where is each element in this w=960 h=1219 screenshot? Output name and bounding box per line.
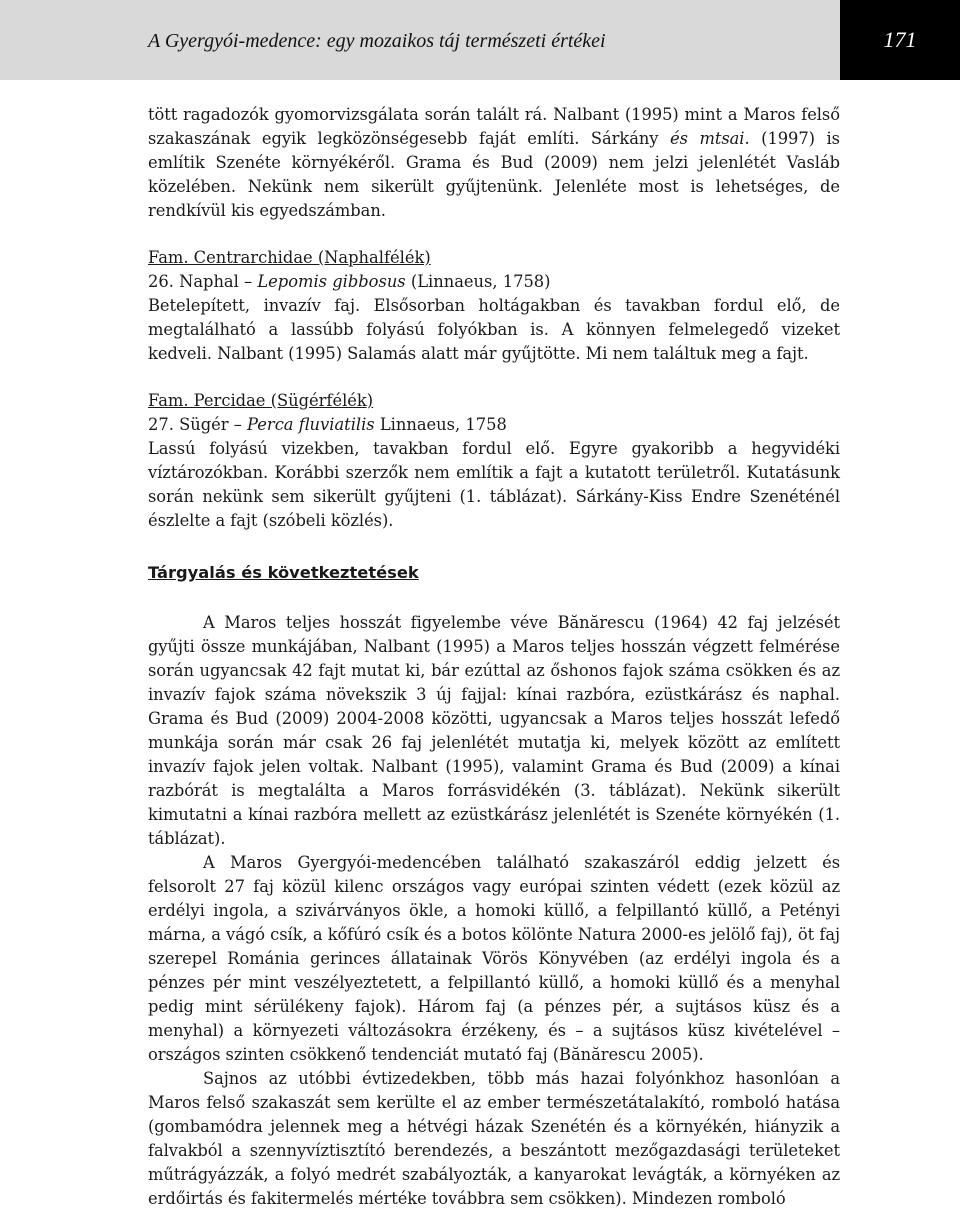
discussion-paragraph-3: Sajnos az utóbbi évtizedekben, több más hazai folyónkhoz hasonlóan a Maros felső szakaszát sem kerülte el az ember természetátalakító, romboló hatása (gombamódra jelennek meg a hétvégi házak Szenétén és a környékén, hiányzik a falvakból a szennyvíztisztító berendezés, a beszántott mezőgazdasági területeket műtrágyázzák, a folyó medrét szabályozták, a kanyarokat levágták, a környéken az erdőirtás és fakitermelés mértéke továbbra sem csökken). Mindezen romboló <box>148 1069 840 1208</box>
family-heading-percidae: Fam. Percidae (Sügérfélék) <box>148 391 374 410</box>
text-run: 26. Naphal – <box>148 272 258 291</box>
species-description-26: Betelepített, invazív faj. Elsősorban holtágakban és tavakban fordul elő, de megtalálható a lassúbb folyású folyókban is. A könnyen felmelegedő vizeket kedveli. Nalbant (1995) Salamás alatt már gyűjtötte. Mi nem találtuk meg a fajt. <box>148 296 840 363</box>
scientific-name: Perca fluviatilis <box>247 415 375 434</box>
species-heading-26 <box>148 270 840 294</box>
text-run: Linnaeus, 1758 <box>374 415 507 434</box>
discussion-paragraph-2: A Maros Gyergyói-medencében található szakaszáról eddig jelzett és felsorolt 27 faj közül kilenc országos vagy európai szinten védett (ezek közül az erdélyi ingola, a szivárványos ökle, a homoki küllő, a felpillantó küllő, a Petényi márna, a vágó csík, a kőfúró csík és a botos kölönte Natura 2000-es jelölő faj), öt faj szerepel Románia gerinces állatainak Vörös Könyvében (az erdélyi ingola és a pénzes pér mint veszélyeztetett, a felpillantó küllő, a homoki küllő és a menyhal pedig mint sérülékeny fajok). Három faj (a pénzes pér, a sujtásos küsz és a menyhal) a környezeti változásokra érzékeny, és – a sujtásos küsz kivételével – országos szinten csökkenő tendenciát mutató faj (Bănărescu 2005). <box>148 853 840 1064</box>
text-run-italic: és mtsai. <box>670 129 750 148</box>
page-number: 171 <box>840 0 960 80</box>
text-run: tött ragadozók gyomorvizsgálata során talált rá. Nalbant (1995) mint a Maros felső szakaszának egyik legközönségesebb faját említi. Sárkány <box>148 105 840 148</box>
running-header-bar <box>0 0 840 80</box>
family-heading-centrarchidae: Fam. Centrarchidae (Naphalfélék) <box>148 248 431 267</box>
species-description-27: Lassú folyású vizekben, tavakban fordul elő. Egyre gyakoribb a hegyvidéki víztározókban. Korábbi szerzők nem említik a fajt a kutatott területről. Kutatásunk során nekünk sem sikerült gyűjteni (1. táblázat). Sárkány-Kiss Endre Szenéténél észlelte a fajt (szóbeli közlés). <box>148 439 840 530</box>
text-run: (Linnaeus, 1758) <box>405 272 551 291</box>
species-heading-27 <box>148 413 840 437</box>
section-heading: Tárgyalás és következtetések <box>148 563 419 582</box>
spacer <box>148 366 840 389</box>
paragraph-continuation <box>148 103 840 223</box>
page-body <box>148 103 840 1211</box>
discussion-paragraph-1: A Maros teljes hosszát figyelembe véve Bănărescu (1964) 42 faj jelzését gyűjti össze munkájában, Nalbant (1995) a Maros teljes hosszán végzett felmérése során ugyancsak 42 fajt mutat ki, bár ezúttal az őshonos fajok száma csökken és az invazív fajok száma növekszik 3 új fajjal: kínai razbóra, ezüstkárász és naphal. Grama és Bud (2009) 2004-2008 közötti, ugyancsak a Maros teljes hosszát lefedő munkája során már csak 26 faj jelenlétét mutatja ki, melyek között az említett invazív fajok jelen voltak. Nalbant (1995), valamint Grama és Bud (2009) a kínai razbórát is megtalálta a Maros forrásvidékén (3. táblázat). Nekünk sikerült kimutatni a kínai razbóra mellett az ezüstkárász jelenlétét is Szenéte környékén (1. táblázat). <box>148 613 840 848</box>
spacer <box>148 585 840 611</box>
spacer <box>148 223 840 246</box>
spacer <box>148 533 840 561</box>
running-title: A Gyergyói-medence: egy mozaikos táj természeti értékei <box>148 30 606 52</box>
text-run: 27. Sügér – <box>148 415 248 434</box>
scientific-name: Lepomis gibbosus <box>257 272 406 291</box>
text-run: (1997) is említik Szenéte környékéről. Grama és Bud (2009) nem jelzi jelenlétét Vasláb közelében. Nekünk nem sikerült gyűjtenünk. Jelenléte most is lehetséges, de rendkívül kis egyedszámban. <box>148 129 840 220</box>
